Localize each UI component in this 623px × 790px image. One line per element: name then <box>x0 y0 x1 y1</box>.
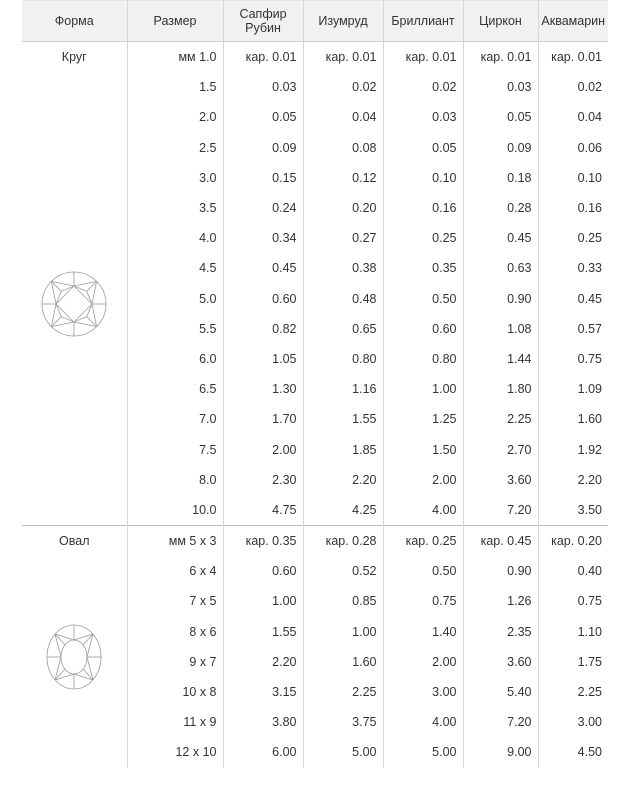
cell-diamond: 3.00 <box>383 677 463 707</box>
cell-zircon: 3.60 <box>463 465 538 495</box>
cell-diamond: 0.50 <box>383 284 463 314</box>
cell-size: 12 x 10 <box>127 737 223 767</box>
cell-zircon: 9.00 <box>463 737 538 767</box>
cell-emerald: 2.25 <box>303 677 383 707</box>
cell-emerald: 1.16 <box>303 374 383 404</box>
cell-zircon: 1.80 <box>463 374 538 404</box>
cell-aquamarine: 2.20 <box>577 472 602 487</box>
cell-emerald: 0.12 <box>303 163 383 193</box>
cell-size: 8 x 6 <box>127 617 223 647</box>
cell-zircon: 7.20 <box>463 707 538 737</box>
cell-zircon: 0.63 <box>463 253 538 283</box>
cell-emerald: кар. 0.28 <box>303 526 383 557</box>
cell-diamond: 0.25 <box>383 223 463 253</box>
cell-sapphire-ruby: 3.80 <box>223 707 303 737</box>
cell-emerald: 0.85 <box>303 586 383 616</box>
cell-sapphire-ruby: 0.15 <box>223 163 303 193</box>
cell-diamond: 1.00 <box>383 374 463 404</box>
cell-zircon: 7.20 <box>463 495 538 526</box>
round-brilliant-diamond-icon <box>40 270 108 338</box>
cell-diamond: 0.75 <box>383 586 463 616</box>
cell-size: 11 x 9 <box>127 707 223 737</box>
cell-sapphire-ruby: 2.30 <box>223 465 303 495</box>
cell-size: 7.5 <box>127 434 223 464</box>
cell-aquamarine: 0.04 <box>577 110 602 125</box>
header-zircon: Циркон <box>463 1 538 42</box>
cell-emerald: 1.85 <box>303 434 383 464</box>
cell-sapphire-ruby: 0.05 <box>223 102 303 132</box>
cell-diamond: 4.00 <box>383 495 463 526</box>
cell-emerald: 0.52 <box>303 556 383 586</box>
header-aquamarine: Аквамарин <box>538 1 608 42</box>
cell-size: 7.0 <box>127 404 223 434</box>
header-shape: Форма <box>22 1 127 42</box>
cell-diamond: 2.00 <box>383 647 463 677</box>
gem-shape-drawing <box>44 622 104 695</box>
cell-zircon: 0.03 <box>463 72 538 102</box>
cell-emerald: 5.00 <box>303 737 383 767</box>
header-size: Размер <box>127 1 223 42</box>
cell-aquamarine: 0.45 <box>577 291 602 306</box>
cell-size: 2.5 <box>127 133 223 163</box>
cell-zircon: кар. 0.01 <box>463 42 538 73</box>
cell-aquamarine: 1.92 <box>577 442 602 457</box>
cell-diamond: 2.00 <box>383 465 463 495</box>
cell-diamond: 0.80 <box>383 344 463 374</box>
cell-zircon: 2.25 <box>463 404 538 434</box>
cell-diamond: кар. 0.25 <box>383 526 463 557</box>
cell-aquamarine: 4.50 <box>577 745 602 760</box>
cell-aquamarine: 3.50 <box>577 502 602 517</box>
cell-diamond: 0.05 <box>383 133 463 163</box>
header-diamond: Бриллиант <box>383 1 463 42</box>
cell-zircon: 0.05 <box>463 102 538 132</box>
cell-sapphire-ruby: 1.05 <box>223 344 303 374</box>
cell-emerald: 4.25 <box>303 495 383 526</box>
cell-size: 4.0 <box>127 223 223 253</box>
cell-aquamarine: 0.06 <box>577 140 602 155</box>
cell-zircon: 1.44 <box>463 344 538 374</box>
cell-zircon: 0.45 <box>463 223 538 253</box>
cell-emerald: 2.20 <box>303 465 383 495</box>
cell-sapphire-ruby: 1.30 <box>223 374 303 404</box>
cell-aquamarine: 0.33 <box>577 261 602 276</box>
cell-sapphire-ruby: кар. 0.01 <box>223 42 303 73</box>
cell-emerald: 0.27 <box>303 223 383 253</box>
cell-sapphire-ruby: 0.60 <box>223 284 303 314</box>
shape-name: Овал <box>59 534 90 548</box>
cell-sapphire-ruby: 0.24 <box>223 193 303 223</box>
cell-sapphire-ruby: 3.15 <box>223 677 303 707</box>
cell-sapphire-ruby: 6.00 <box>223 737 303 767</box>
cell-emerald: 0.65 <box>303 314 383 344</box>
cell-diamond: 5.00 <box>383 737 463 767</box>
oval-diamond-icon <box>44 622 104 692</box>
cell-diamond: 1.50 <box>383 434 463 464</box>
cell-sapphire-ruby: 4.75 <box>223 495 303 526</box>
cell-sapphire-ruby: 0.09 <box>223 133 303 163</box>
cell-aquamarine: 0.75 <box>577 351 602 366</box>
header-emerald: Изумруд <box>303 1 383 42</box>
cell-zircon: 3.60 <box>463 647 538 677</box>
cell-zircon: 0.90 <box>463 556 538 586</box>
cell-emerald: 3.75 <box>303 707 383 737</box>
cell-emerald: 0.48 <box>303 284 383 314</box>
cell-size: мм 5 x 3 <box>127 526 223 557</box>
cell-emerald: 0.02 <box>303 72 383 102</box>
table-row <box>22 42 608 73</box>
cell-size: 1.5 <box>127 72 223 102</box>
cell-zircon: 0.09 <box>463 133 538 163</box>
cell-sapphire-ruby: 0.60 <box>223 556 303 586</box>
cell-zircon: 1.26 <box>463 586 538 616</box>
cell-aquamarine: 0.02 <box>577 80 602 95</box>
cell-zircon: 0.28 <box>463 193 538 223</box>
cell-size: 8.0 <box>127 465 223 495</box>
cell-zircon: 2.35 <box>463 617 538 647</box>
cell-sapphire-ruby: 0.34 <box>223 223 303 253</box>
cell-size: 5.5 <box>127 314 223 344</box>
cell-sapphire-ruby: 1.00 <box>223 586 303 616</box>
cell-diamond: 0.16 <box>383 193 463 223</box>
cell-zircon: 1.08 <box>463 314 538 344</box>
cell-diamond: 0.10 <box>383 163 463 193</box>
cell-sapphire-ruby: 1.70 <box>223 404 303 434</box>
cell-emerald: 0.04 <box>303 102 383 132</box>
cell-aquamarine: 0.10 <box>577 170 602 185</box>
cell-size: 6 x 4 <box>127 556 223 586</box>
table-row <box>22 526 608 557</box>
cell-aquamarine: 0.25 <box>577 231 602 246</box>
cell-emerald: 0.20 <box>303 193 383 223</box>
cell-diamond: 0.35 <box>383 253 463 283</box>
cell-aquamarine: кар. 0.01 <box>538 42 608 73</box>
header-ruby-label: Рубин <box>245 21 281 35</box>
cell-size: 3.5 <box>127 193 223 223</box>
cell-size: мм 1.0 <box>127 42 223 73</box>
header-sapphire-ruby <box>223 1 303 42</box>
cell-size: 9 x 7 <box>127 647 223 677</box>
shape-cell <box>22 526 127 768</box>
cell-emerald: 1.55 <box>303 404 383 434</box>
cell-aquamarine: 1.60 <box>577 412 602 427</box>
cell-diamond: 0.02 <box>383 72 463 102</box>
cell-size: 4.5 <box>127 253 223 283</box>
cell-zircon: 5.40 <box>463 677 538 707</box>
cell-size: 6.0 <box>127 344 223 374</box>
cell-sapphire-ruby: 1.55 <box>223 617 303 647</box>
cell-diamond: 1.40 <box>383 617 463 647</box>
cell-size: 2.0 <box>127 102 223 132</box>
shape-name: Круг <box>61 50 87 64</box>
cell-emerald: 1.00 <box>303 617 383 647</box>
cell-diamond: 0.60 <box>383 314 463 344</box>
cell-aquamarine: 1.09 <box>577 382 602 397</box>
cell-size: 10.0 <box>127 495 223 526</box>
cell-size: 5.0 <box>127 284 223 314</box>
cell-size: 7 x 5 <box>127 586 223 616</box>
cell-diamond: 0.03 <box>383 102 463 132</box>
cell-aquamarine: 1.75 <box>577 654 602 669</box>
cell-emerald: кар. 0.01 <box>303 42 383 73</box>
cell-diamond: 1.25 <box>383 404 463 434</box>
header-row <box>22 1 608 42</box>
cell-diamond: 0.50 <box>383 556 463 586</box>
cell-zircon: 0.18 <box>463 163 538 193</box>
cell-aquamarine: 0.16 <box>577 201 602 216</box>
cell-sapphire-ruby: 0.03 <box>223 72 303 102</box>
cell-emerald: 0.80 <box>303 344 383 374</box>
cell-sapphire-ruby: 2.00 <box>223 434 303 464</box>
cell-diamond: кар. 0.01 <box>383 42 463 73</box>
cell-emerald: 0.08 <box>303 133 383 163</box>
cell-size: 6.5 <box>127 374 223 404</box>
cell-aquamarine: 0.57 <box>577 321 602 336</box>
header-sapphire-label: Сапфир <box>239 7 287 21</box>
cell-aquamarine: 0.75 <box>577 594 602 609</box>
cell-emerald: 0.38 <box>303 253 383 283</box>
cell-emerald: 1.60 <box>303 647 383 677</box>
cell-zircon: 0.90 <box>463 284 538 314</box>
cell-aquamarine: 2.25 <box>577 685 602 700</box>
cell-sapphire-ruby: 0.82 <box>223 314 303 344</box>
cell-aquamarine: 3.00 <box>577 715 602 730</box>
cell-size: 10 x 8 <box>127 677 223 707</box>
gem-shape-drawing <box>40 270 108 341</box>
gem-size-to-carat-table <box>22 0 608 768</box>
cell-aquamarine: 0.40 <box>577 564 602 579</box>
cell-aquamarine: кар. 0.20 <box>538 526 608 557</box>
cell-sapphire-ruby: кар. 0.35 <box>223 526 303 557</box>
gem-weight-table-container <box>22 0 608 790</box>
cell-sapphire-ruby: 0.45 <box>223 253 303 283</box>
cell-size: 3.0 <box>127 163 223 193</box>
cell-sapphire-ruby: 2.20 <box>223 647 303 677</box>
cell-zircon: кар. 0.45 <box>463 526 538 557</box>
cell-zircon: 2.70 <box>463 434 538 464</box>
cell-aquamarine: 1.10 <box>577 624 602 639</box>
cell-diamond: 4.00 <box>383 707 463 737</box>
shape-cell <box>22 42 127 526</box>
